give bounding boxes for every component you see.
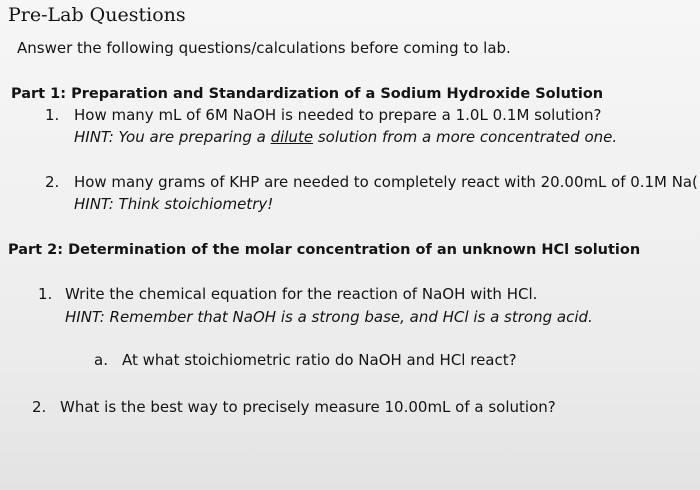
part2-q2-number: 2. (32, 398, 47, 416)
part2-q1-number: 1. (38, 285, 53, 303)
part1-heading: Part 1: Preparation and Standardization of a Sodium Hydroxide Solution (11, 86, 604, 102)
part2-q1-text: Write the chemical equation for the reaction of NaOH with HCl. (65, 285, 538, 303)
part1-q2-hint: HINT: Think stoichiometry! (74, 195, 274, 213)
page-title: Pre-Lab Questions (8, 4, 186, 26)
part1-q2-text: How many grams of KHP are needed to completely react with 20.00mL of 0.1M Na( (74, 173, 698, 191)
part2-q1a-label: a. (94, 351, 108, 369)
hint-underlined-word: dilute (270, 128, 314, 146)
part1-q1-hint (74, 128, 617, 146)
part2-q1a-text: At what stoichiometric ratio do NaOH and HCl react? (122, 351, 517, 369)
part2-q2-text: What is the best way to precisely measure 10.00mL of a solution? (60, 398, 556, 416)
intro-text: Answer the following questions/calculations before coming to lab. (17, 39, 511, 57)
hint-suffix: solution from a more concentrated one. (313, 128, 618, 146)
part2-heading: Part 2: Determination of the molar concentration of an unknown HCl solution (8, 242, 641, 258)
part2-q1-hint: HINT: Remember that NaOH is a strong base, and HCl is a strong acid. (65, 308, 593, 326)
part1-q2-number: 2. (45, 173, 60, 191)
part1-q1-text: How many mL of 6M NaOH is needed to prepare a 1.0L 0.1M solution? (74, 106, 602, 124)
part1-q1-number: 1. (45, 106, 60, 124)
hint-prefix: HINT: You are preparing a (74, 128, 271, 146)
